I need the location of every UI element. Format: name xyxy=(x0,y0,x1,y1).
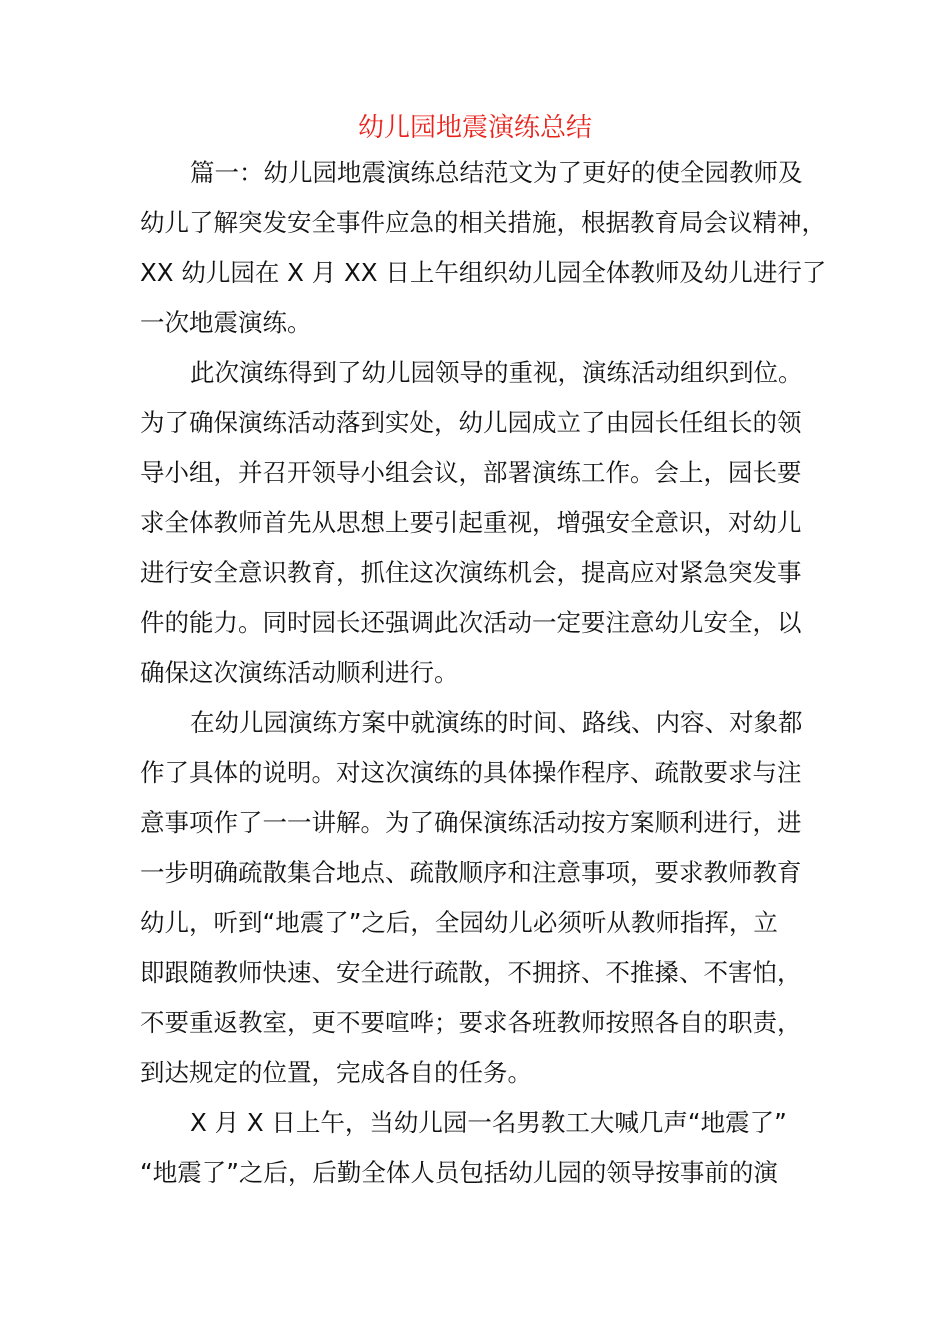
paragraph-3-line-4: 一步明确疏散集合地点、疏散顺序和注意事项，要求教师教育 xyxy=(140,858,802,887)
paragraph-1-line-2: 幼儿了解突发安全事件应急的相关措施，根据教育局会议精神， xyxy=(140,208,826,237)
paragraph-3-line-3: 意事项作了一一讲解。为了确保演练活动按方案顺利进行，进 xyxy=(140,808,802,837)
paragraph-1-line-3: XX 幼儿园在 X 月 XX 日上午组织幼儿园全体教师及幼儿进行了 xyxy=(140,258,827,287)
paragraph-2-line-4: 求全体教师首先从思想上要引起重视，增强安全意识，对幼儿 xyxy=(140,508,802,537)
paragraph-2-line-5: 进行安全意识教育，抓住这次演练机会，提高应对紧急突发事 xyxy=(140,558,802,587)
paragraph-2-line-3: 导小组，并召开领导小组会议，部署演练工作。会上，园长要 xyxy=(140,458,802,487)
paragraph-2-line-2: 为了确保演练活动落到实处，幼儿园成立了由园长任组长的领 xyxy=(140,408,802,437)
document-body xyxy=(140,148,840,1198)
paragraph-3-line-7: 不要重返教室，更不要喧哗；要求各班教师按照各自的职责， xyxy=(140,1008,802,1037)
paragraph-1-line-1: 篇一：幼儿园地震演练总结范文为了更好的使全园教师及 xyxy=(190,158,803,187)
paragraph-2-line-6: 件的能力。同时园长还强调此次活动一定要注意幼儿安全，以 xyxy=(140,608,802,637)
paragraph-3-line-5: 幼儿，听到“地震了”之后，全园幼儿必须听从教师指挥，立 xyxy=(140,908,778,937)
paragraph-4-line-1: X 月 X 日上午，当幼儿园一名男教工大喊几声“地震了” xyxy=(190,1108,787,1137)
paragraph-1-line-4: 一次地震演练。 xyxy=(140,308,312,337)
paragraph-3-line-2: 作了具体的说明。对这次演练的具体操作程序、疏散要求与注 xyxy=(140,758,802,787)
paragraph-2-line-1: 此次演练得到了幼儿园领导的重视，演练活动组织到位。 xyxy=(190,358,803,387)
paragraph-3-line-1: 在幼儿园演练方案中就演练的时间、路线、内容、对象都 xyxy=(190,708,803,737)
paragraph-3-line-6: 即跟随教师快速、安全进行疏散，不拥挤、不推搡、不害怕， xyxy=(140,958,802,987)
paragraph-2-line-7: 确保这次演练活动顺利进行。 xyxy=(140,658,459,687)
paragraph-3-line-8: 到达规定的位置，完成各自的任务。 xyxy=(140,1058,532,1087)
paragraph-4-line-2: “地震了”之后，后勤全体人员包括幼儿园的领导按事前的演 xyxy=(140,1158,778,1187)
document-title: 幼儿园地震演练总结 xyxy=(357,113,592,143)
